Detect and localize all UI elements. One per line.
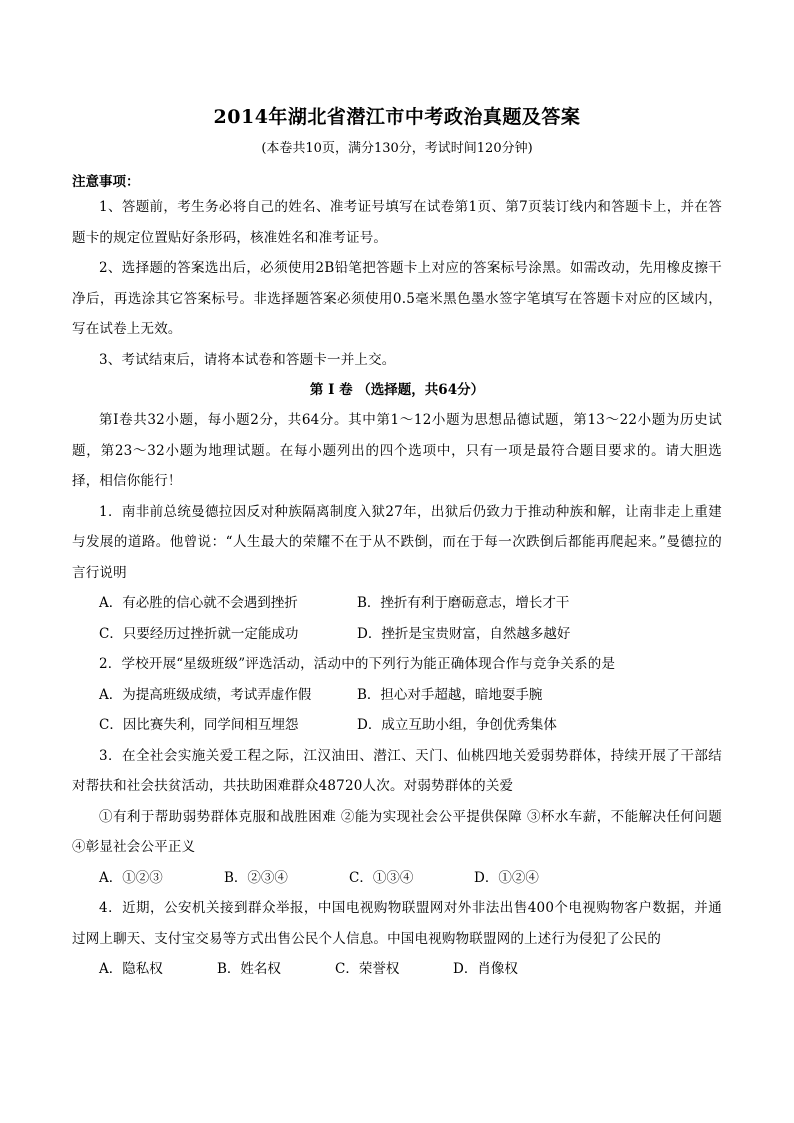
question-2-option-d: D．成立互助小组，争创优秀集体 (357, 717, 557, 733)
question-4-options-row (72, 954, 722, 985)
page-title: 2014年湖北省潜江市中考政治真题及答案 (213, 106, 581, 128)
question-1-stem: 1．南非前总统曼德拉因反对种族隔离制度入狱27年，出狱后仍致力于推动种族和解，让南非走上重建与发展的道路。他曾说：“人生最大的荣耀不在于从不跌倒，而在于每一次跌倒后都能再爬起来。”曼德拉的言行说明 (72, 503, 722, 581)
notice-heading: 注意事项： (72, 174, 140, 190)
question-4-option-b: B．姓名权 (217, 961, 281, 977)
notice-item-2: 2、选择题的答案选出后，必须使用2B铅笔把答题卡上对应的答案标号涂黑。如需改动，先用橡皮擦干净后，再选涂其它答案标号。非选择题答案必须使用0.5毫米黑色墨水签字笔填写在答题卡对应的区域内，写在试卷上无效。 (72, 260, 722, 337)
question-2-options-row-1 (72, 680, 722, 711)
question-4-option-d: D．肖像权 (453, 961, 518, 977)
notice-item-1: 1、答题前，考生务必将自己的姓名、准考证号填写在试卷第1页、第7页装订线内和答题卡上，并在答题卡的规定位置贴好条形码，核准姓名和准考证号。 (72, 199, 722, 246)
page-subtitle: (本卷共10页，满分130分，考试时间120分钟) (261, 141, 533, 156)
question-1-option-a: A．有必胜的信心就不会遇到挫折 (99, 595, 298, 611)
question-3-option-d: D．①②④ (474, 869, 539, 886)
notice-item-3: 3、考试结束后，请将本试卷和答题卡一并上交。 (99, 351, 396, 368)
question-3-statements: ①有利于帮助弱势群体克服和战胜困难 ②能为实现社会公平提供保障 ③杯水车薪，不能解决任何问题 ④彰显社会公平正义 (72, 808, 722, 855)
question-2-stem: 2．学校开展“星级班级”评选活动，活动中的下列行为能正确体现合作与竞争关系的是 (99, 656, 616, 672)
question-4-option-c: C．荣誉权 (335, 961, 400, 977)
question-2-options-row-2 (72, 710, 722, 741)
question-1-options-row-2 (72, 619, 722, 650)
question-1-option-d: D．挫折是宝贵财富，自然越多越好 (357, 625, 571, 642)
question-2-option-b: B．担心对手超越，暗地耍手腕 (357, 686, 543, 703)
question-1-option-b: B．挫折有利于磨砺意志，增长才干 (357, 595, 570, 611)
section-intro: 第I卷共32小题，每小题2分，共64分。其中第1～12小题为思想品德试题，第13～22小题为历史试题，第23～32小题为地理试题。在每小题列出的四个选项中，只有一项是最符合题目要求的。请大胆选择，相信你能行！ (72, 412, 722, 489)
question-3-stem: 3．在全社会实施关爱工程之际，江汉油田、潜江、天门、仙桃四地关爱弱势群体，持续开展了干部结对帮扶和社会扶贫活动，共扶助困难群众48720人次。对弱势群体的关爱 (72, 747, 722, 794)
question-4-stem: 4．近期，公安机关接到群众举报，中国电视购物联盟网对外非法出售400个电视购物客户数据，并通过网上聊天、支付宝交易等方式出售公民个人信息。中国电视购物联盟网的上述行为侵犯了公民的 (72, 900, 722, 947)
section-heading: 第 I 卷 （选择题，共64分） (309, 382, 485, 398)
question-3-option-c: C．①③④ (349, 869, 414, 886)
question-2-option-a: A．为提高班级成绩，考试弄虚作假 (99, 686, 312, 703)
question-4-option-a: A．隐私权 (99, 961, 163, 977)
question-3-option-b: B．②③④ (224, 869, 288, 886)
question-2-option-c: C．因比赛失利，同学间相互埋怨 (99, 717, 299, 733)
question-3-options-row (72, 863, 722, 894)
question-1-option-c: C．只要经历过挫折就一定能成功 (99, 625, 299, 642)
question-1-options-row-1 (72, 588, 722, 619)
question-3-option-a: A．①②③ (99, 869, 163, 886)
exam-page (72, 96, 722, 985)
